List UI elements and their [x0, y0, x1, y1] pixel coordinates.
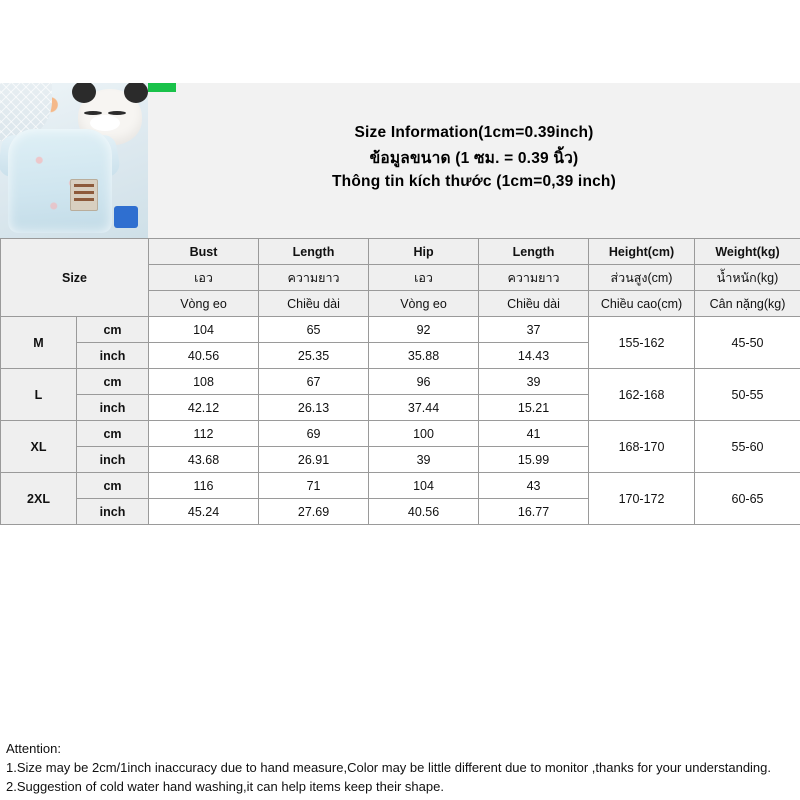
unit-inch-m: inch — [77, 343, 149, 369]
title-line-vi: Thông tin kích thước (1cm=0,39 inch) — [332, 173, 616, 190]
table-row — [1, 317, 800, 343]
unit-cm-l: cm — [77, 369, 149, 395]
xxl-inch-length1: 27.69 — [259, 499, 369, 525]
header-length1-en: Length — [259, 239, 369, 265]
attention-notes — [0, 736, 800, 797]
header-length1-th: ความยาว — [259, 265, 369, 291]
xxl-inch-hip: 40.56 — [369, 499, 479, 525]
xl-inch-length2: 15.99 — [479, 447, 589, 473]
xl-cm-length1: 69 — [259, 421, 369, 447]
unit-cm-2xl: cm — [77, 473, 149, 499]
attention-title: Attention: — [6, 741, 61, 756]
header-bust-en: Bust — [149, 239, 259, 265]
attention-note-1: 1.Size may be 2cm/1inch inaccuracy due to hand measure,Color may be little different due to monitor ,thanks for your understanding. — [6, 759, 772, 775]
photo-badge — [114, 206, 138, 228]
l-weight: 50-55 — [695, 369, 800, 421]
header-length2-vi: Chiều dài — [479, 291, 589, 317]
l-inch-hip: 37.44 — [369, 395, 479, 421]
header-weight-vi: Cân nặng(kg) — [695, 291, 800, 317]
header-length1-vi: Chiều dài — [259, 291, 369, 317]
xl-inch-bust: 43.68 — [149, 447, 259, 473]
header-bust-vi: Vòng eo — [149, 291, 259, 317]
row-size-label-2xl: 2XL — [1, 473, 77, 525]
l-cm-length2: 39 — [479, 369, 589, 395]
xxl-cm-hip: 104 — [369, 473, 479, 499]
header-hip-vi: Vòng eo — [369, 291, 479, 317]
header-bust-th: เอว — [149, 265, 259, 291]
price-tag-icon — [70, 179, 98, 211]
m-cm-bust: 104 — [149, 317, 259, 343]
table-row — [1, 421, 800, 447]
xl-height: 168-170 — [589, 421, 695, 473]
xl-cm-hip: 100 — [369, 421, 479, 447]
table-header-row-en — [1, 239, 800, 265]
l-cm-bust: 108 — [149, 369, 259, 395]
title-block — [148, 83, 800, 238]
l-inch-length1: 26.13 — [259, 395, 369, 421]
xxl-inch-bust: 45.24 — [149, 499, 259, 525]
row-size-label-xl: XL — [1, 421, 77, 473]
title-line-th: ข้อมูลขนาด (1 ซม. = 0.39 นิ้ว) — [369, 150, 579, 167]
m-cm-length1: 65 — [259, 317, 369, 343]
header-height-en: Height(cm) — [589, 239, 695, 265]
header-height-vi: Chiều cao(cm) — [589, 291, 695, 317]
xxl-cm-length1: 71 — [259, 473, 369, 499]
unit-inch-xl: inch — [77, 447, 149, 473]
xl-cm-bust: 112 — [149, 421, 259, 447]
l-cm-hip: 96 — [369, 369, 479, 395]
header-length2-en: Length — [479, 239, 589, 265]
header-hip-en: Hip — [369, 239, 479, 265]
xxl-inch-length2: 16.77 — [479, 499, 589, 525]
m-height: 155-162 — [589, 317, 695, 369]
header-weight-th: น้ำหนัก(kg) — [695, 265, 800, 291]
xxl-cm-bust: 116 — [149, 473, 259, 499]
xl-cm-length2: 41 — [479, 421, 589, 447]
xl-weight: 55-60 — [695, 421, 800, 473]
table-row — [1, 473, 800, 499]
unit-inch-l: inch — [77, 395, 149, 421]
header-weight-en: Weight(kg) — [695, 239, 800, 265]
m-cm-hip: 92 — [369, 317, 479, 343]
m-inch-length2: 14.43 — [479, 343, 589, 369]
m-cm-length2: 37 — [479, 317, 589, 343]
xl-inch-hip: 39 — [369, 447, 479, 473]
row-size-label-l: L — [1, 369, 77, 421]
m-weight: 45-50 — [695, 317, 800, 369]
size-chart-card — [0, 83, 800, 794]
size-table — [0, 238, 800, 525]
l-inch-bust: 42.12 — [149, 395, 259, 421]
chart-header-band — [0, 83, 800, 238]
plush-face-icon — [90, 115, 120, 131]
xl-inch-length1: 26.91 — [259, 447, 369, 473]
m-inch-length1: 25.35 — [259, 343, 369, 369]
table-row — [1, 369, 800, 395]
l-height: 162-168 — [589, 369, 695, 421]
green-marker — [148, 83, 176, 92]
attention-note-2: 2.Suggestion of cold water hand washing,it can help items keep their shape. — [6, 778, 444, 794]
l-inch-length2: 15.21 — [479, 395, 589, 421]
m-inch-hip: 35.88 — [369, 343, 479, 369]
xxl-height: 170-172 — [589, 473, 695, 525]
title-line-en: Size Information(1cm=0.39inch) — [354, 124, 594, 141]
l-cm-length1: 67 — [259, 369, 369, 395]
header-hip-th: เอว — [369, 265, 479, 291]
m-inch-bust: 40.56 — [149, 343, 259, 369]
size-word-cell: Size — [1, 239, 149, 317]
xxl-weight: 60-65 — [695, 473, 800, 525]
unit-cm-xl: cm — [77, 421, 149, 447]
row-size-label-m: M — [1, 317, 77, 369]
unit-inch-2xl: inch — [77, 499, 149, 525]
header-length2-th: ความยาว — [479, 265, 589, 291]
header-height-th: ส่วนสูง(cm) — [589, 265, 695, 291]
unit-cm-m: cm — [77, 317, 149, 343]
xxl-cm-length2: 43 — [479, 473, 589, 499]
product-photo — [0, 83, 148, 238]
